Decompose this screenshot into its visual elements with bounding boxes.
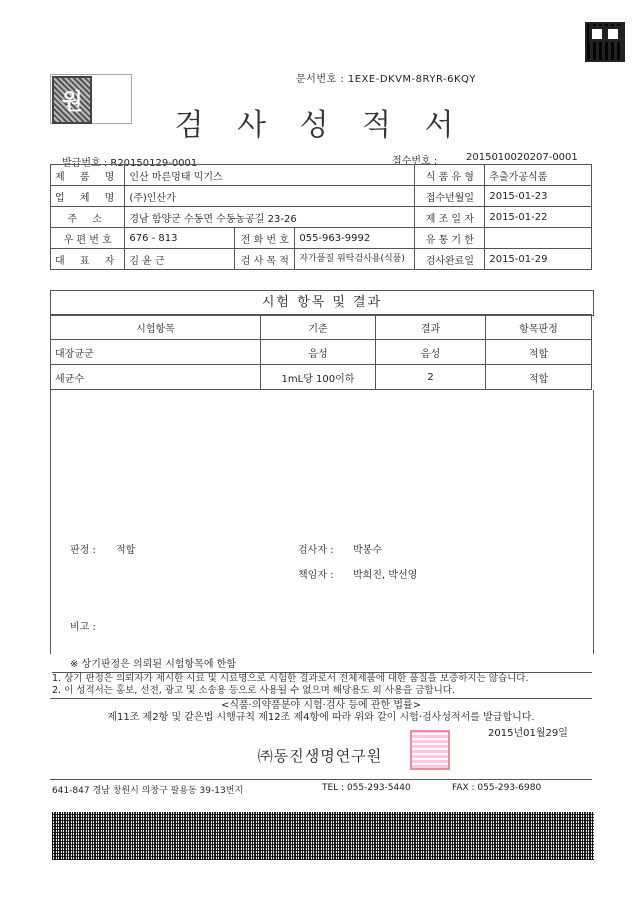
security-barcode <box>52 812 594 860</box>
results-table <box>50 314 592 390</box>
row-result: 2 <box>376 365 486 390</box>
table-header-row <box>51 315 592 340</box>
row-item: 세균수 <box>51 365 261 390</box>
law-reference <box>50 698 592 724</box>
row-result: 음성 <box>376 340 486 365</box>
address-label: 주 소 <box>51 207 125 228</box>
product-label: 제 품 명 <box>51 165 125 186</box>
product-value: 인산 마른멍태 믹기스 <box>125 165 415 186</box>
expiry-label: 유 통 기 한 <box>415 228 485 249</box>
footer-fax: FAX : 055-293-6980 <box>452 783 542 793</box>
row-standard: 1mL당 100이하 <box>261 365 376 390</box>
phone-label: 전 화 번 호 <box>235 228 295 249</box>
info-table <box>50 164 592 270</box>
remark-label: 비고 : <box>70 622 96 633</box>
watermark-seal: 원 <box>52 76 92 124</box>
document-number: 문서번호 : 1EXE-DKVM-8RYR-6KQY <box>296 74 476 85</box>
table-row <box>51 365 592 390</box>
postal-value: 676 - 813 <box>125 228 235 249</box>
issue-date: 2015년01월29일 <box>488 728 568 739</box>
results-frame <box>50 390 594 654</box>
verdict-value: 적합 <box>116 545 136 556</box>
purpose-label: 검 사 목 적 <box>235 249 295 270</box>
row-judgement: 적합 <box>486 340 592 365</box>
disclaimer-2: 2. 이 성적서는 홍보, 선전, 광고 및 소송용 등으로 사용될 수 없으며 해당용도 외 사용을 금합니다. <box>52 685 455 696</box>
institute-name: ㈜동진생명연구원 <box>257 747 383 765</box>
table-row <box>51 340 592 365</box>
table-row <box>51 249 592 270</box>
responsible-value: 박희진, 박선영 <box>353 570 418 581</box>
row-standard: 음성 <box>261 340 376 365</box>
table-row <box>51 207 592 228</box>
row-judgement: 적합 <box>486 365 592 390</box>
receipt-label: 접수번호 : <box>392 156 438 167</box>
responsible-label: 책임자 : <box>298 570 334 581</box>
done-date-label: 검사완료일 <box>415 249 485 270</box>
table-row <box>51 186 592 207</box>
rep-label: 대 표 자 <box>51 249 125 270</box>
header-item: 시험항목 <box>51 315 261 340</box>
done-date-value: 2015-01-29 <box>485 249 592 270</box>
type-label: 식 품 유 형 <box>415 165 485 186</box>
company-label: 업 체 명 <box>51 186 125 207</box>
recv-date-value: 2015-01-23 <box>485 186 592 207</box>
table-row <box>51 228 592 249</box>
inspector-label: 검사자 : <box>298 545 334 556</box>
footer-tel: TEL : 055-293-5440 <box>322 783 411 793</box>
footer-address: 641-847 경남 창원시 의창구 팔용동 39-13번지 <box>52 786 244 796</box>
purpose-value: 자가품질 위탁검사용(식품) <box>295 249 415 270</box>
note: ※ 상기판정은 의뢰된 시험항목에 한함 <box>70 659 236 670</box>
address-value: 경남 함양군 수동면 수동농공길 23-26 <box>125 207 415 228</box>
rep-value: 김 윤 근 <box>125 249 235 270</box>
header-standard: 기준 <box>261 315 376 340</box>
type-value: 추출가공식품 <box>485 165 592 186</box>
row-item: 대장균군 <box>51 340 261 365</box>
expiry-value <box>485 228 592 249</box>
disclaimer-1: 1. 상기 판정은 의뢰자가 제시한 시료 및 시료명으로 시험한 결과로서 전체제품에 대한 품질을 보증하지는 않습니다. <box>52 673 529 684</box>
disclaimer <box>52 672 592 697</box>
mfg-date-label: 제 조 일 자 <box>415 207 485 228</box>
issue-number: 발급번호 : R20150129-0001 <box>62 158 198 169</box>
verdict-label: 판정 : <box>70 545 96 556</box>
header-judgement: 항목판정 <box>486 315 592 340</box>
section-title: 시험 항목 및 결과 <box>50 290 594 316</box>
table-row <box>51 165 592 186</box>
company-value: (주)인산가 <box>125 186 415 207</box>
qr-code <box>585 22 625 62</box>
law-line-1: <식품·의약품분야 시험·검사 등에 관한 법률> <box>220 700 422 711</box>
law-line-2: 제11조 제2항 및 같은법 시행규칙 제12조 제4항에 따라 위와 같이 시험·검사성적서를 발급합니다. <box>107 712 535 723</box>
page-title: 검 사 성 적 서 <box>174 108 466 143</box>
receipt-number: 2015010020207-0001 <box>466 152 578 163</box>
header-result: 결과 <box>376 315 486 340</box>
phone-value: 055-963-9992 <box>295 228 415 249</box>
postal-label: 우 편 번 호 <box>51 228 125 249</box>
inspector-value: 박봉수 <box>353 545 382 556</box>
mfg-date-value: 2015-01-22 <box>485 207 592 228</box>
recv-date-label: 접수년월일 <box>415 186 485 207</box>
